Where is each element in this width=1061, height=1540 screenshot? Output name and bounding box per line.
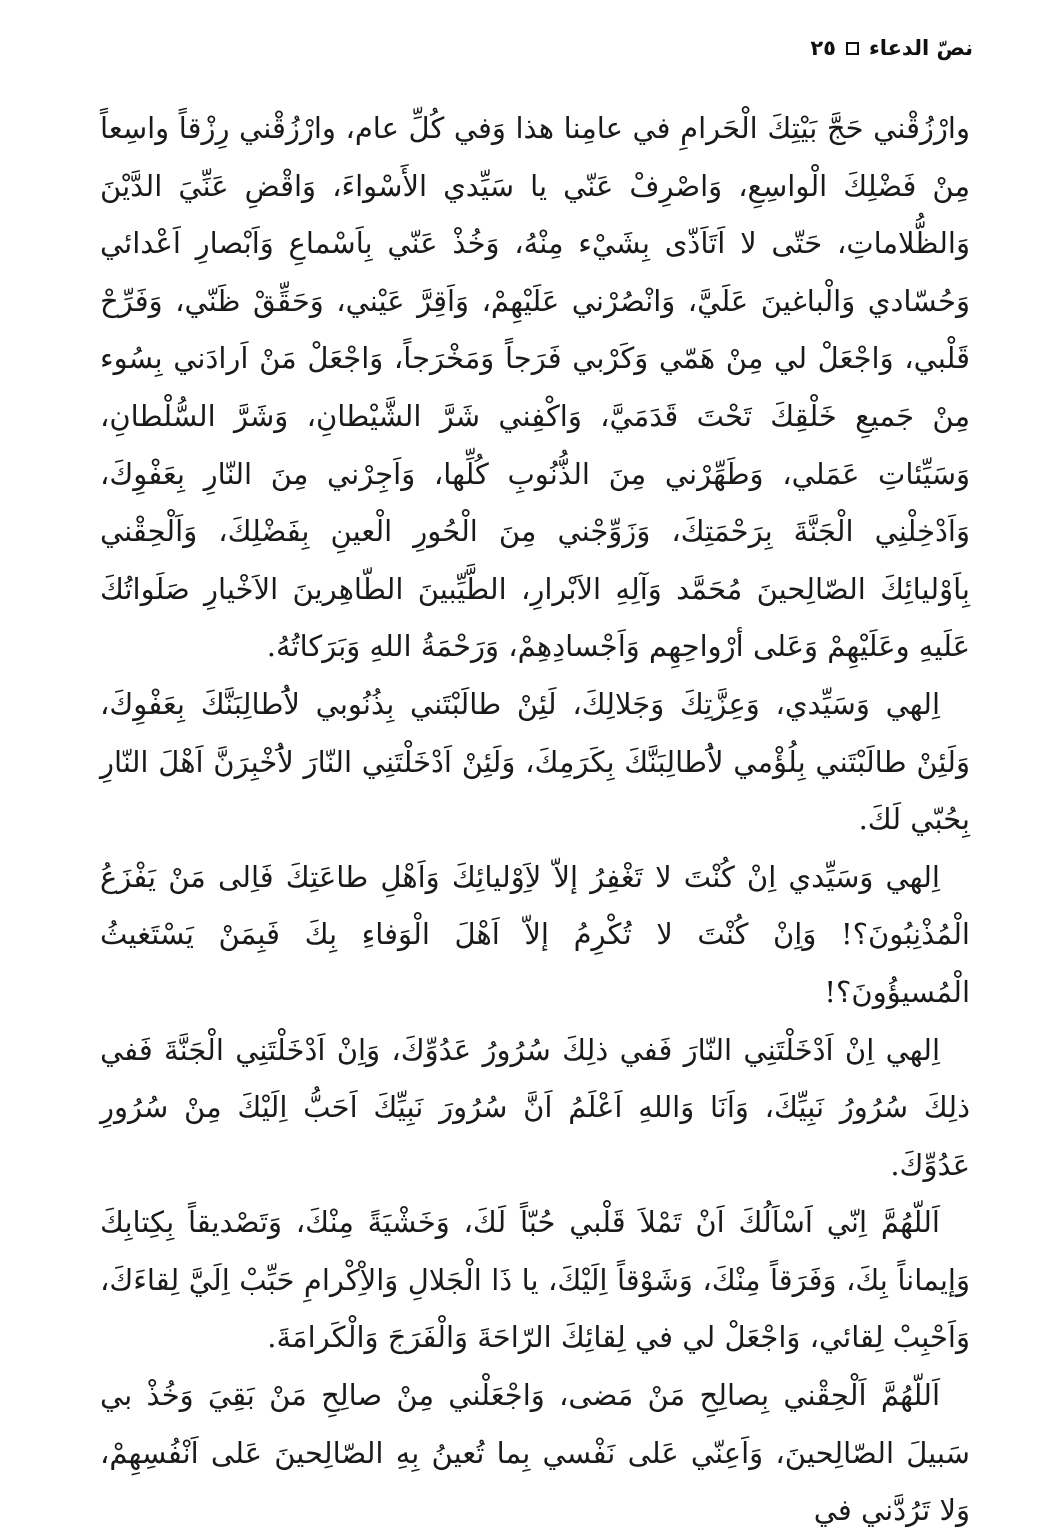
paragraph: اَللّهُمَّ اَلْحِقْني بِصالِحِ مَنْ مَضى، وَاجْعَلْني مِنْ صالِحِ مَنْ بَقِيَ وَخُذْ بي سَبيلَ الصّالِحينَ، وَاَعِنّي عَلى نَفْسي بِما تُعينُ بِهِ الصّالِحينَ عَلى اَنْفُسِهِمْ، وَلا تَرُدَّني في: [100, 1378, 970, 1528]
paragraph: وارْزُقْني حَجَّ بَيْتِكَ الْحَرامِ في عامِنا هذا وَفي كُلِّ عام، وارْزُقْني رِزْقاً واسِعاً مِنْ فَضْلِكَ الْواسِعِ، وَاصْرِفْ عَنّي يا سَيِّدي الأَسْواءَ، وَاقْضِ عَنِّيَ الدَّيْنَ وَالظُّلاماتِ، حَتّى لا اَتَاَذّى بِشَيْء مِنْهُ، وَخُذْ عَنّي بِاَسْماعِ وَاَبْصارِ اَعْدائي وَحُسّادي وَالْباغينَ عَلَيَّ، وَانْصُرْني عَلَيْهِمْ، وَاَقِرَّ عَيْني، وَحَقِّقْ ظَنّي، وَفَرِّحْ قَلْبي، وَاجْعَلْ لي مِنْ هَمّي وَكَرْبي فَرَجاً وَمَخْرَجاً، وَاجْعَلْ مَنْ اَرادَني بِسُوء مِنْ جَميعِ خَلْقِكَ تَحْتَ قَدَمَيَّ، وَاكْفِني شَرَّ الشَّيْطانِ، وَشَرَّ السُّلْطانِ، وَسَيِّئاتِ عَمَلي، وَطَهِّرْني مِنَ الذُّنُوبِ كُلِّها، وَاَجِرْني مِنَ النّارِ بِعَفْوِكَ، وَاَدْخِلْنِي الْجَنَّةَ بِرَحْمَتِكَ، وَزَوِّجْني مِنَ الْحُورِ الْعينِ بِفَضْلِكَ، وَاَلْحِقْني بِاَوْليائِكَ الصّالِحينَ مُحَمَّد وَآلِهِ الاَبْرارِ، الطَّيِّبينَ الطّاهِرينَ الاَخْيارِ صَلَواتُكَ عَلَيهِ وعَلَيْهِمْ وَعَلى أرْواحِهِم وَاَجْسادِهِمْ، وَرَحْمَةُ اللهِ وَبَرَكاتُهُ.: [100, 111, 970, 664]
separator-square-icon: [846, 42, 859, 55]
running-head: [810, 36, 973, 60]
paragraph: اِلهي اِنْ اَدْخَلْتَنِي النّارَ فَفي ذلِكَ سُرُورُ عَدُوِّكَ، وَاِنْ اَدْخَلْتَنِي الْجَنَّةَ فَفي ذلِكَ سُرُورُ نَبِيِّكَ، وَاَنَا وَاللهِ اَعْلَمُ اَنَّ سُرُورَ نَبِيِّكَ اَحَبُّ اِلَيْكَ مِنْ سُرُورِ عَدُوِّكَ.: [100, 1032, 970, 1182]
chapter-title: نصّ الدعاء: [868, 36, 973, 60]
page-number: ٢٥: [810, 36, 836, 60]
body-text: [100, 100, 970, 1540]
paragraph: اِلهي وَسَيِّدي اِنْ كُنْتَ لا تَغْفِرُ إلاّ لاَِوْليائِكَ وَاَهْلِ طاعَتِكَ فَاِلى مَنْ يَفْزَعُ الْمُذْنِبُونَ؟! وَاِنْ كُنْتَ لا تُكْرِمُ إلاّ اَهْلَ الْوَفاءِ بِكَ فَبِمَنْ يَسْتَغيثُ الْمُسيؤُونَ؟!: [100, 859, 970, 1009]
paragraph: اَللّهُمَّ اِنّي اَسْاَلُكَ اَنْ تَمْلاَ قَلْبي حُبّاً لَكَ، وَخَشْيَةً مِنْكَ، وَتَصْديقاً بِكِتابِكَ وَإيماناً بِكَ، وَفَرَقاً مِنْكَ، وَشَوْقاً اِلَيْكَ، يا ذَا الْجَلالِ وَالاِْكْرامِ حَبِّبْ اِلَيَّ لِقاءَكَ، وَاَحْبِبْ لِقائي، وَاجْعَلْ لي في لِقائِكَ الرّاحَةَ وَالْفَرَجَ وَالْكَرامَةَ.: [100, 1205, 970, 1355]
paragraph: اِلهي وَسَيِّدي، وَعِزَّتِكَ وَجَلالِكَ، لَئِنْ طالَبْتَني بِذُنُوبي لاَُطالِبَنَّكَ بِعَفْوِكَ، وَلَئِنْ طالَبْتَني بِلُؤْمي لاَُطالِبَنَّكَ بِكَرَمِكَ، وَلَئِنْ اَدْخَلْتَنِي النّارَ لاَُخْبِرَنَّ اَهْلَ النّارِ بِحُبّي لَكَ.: [100, 686, 970, 837]
